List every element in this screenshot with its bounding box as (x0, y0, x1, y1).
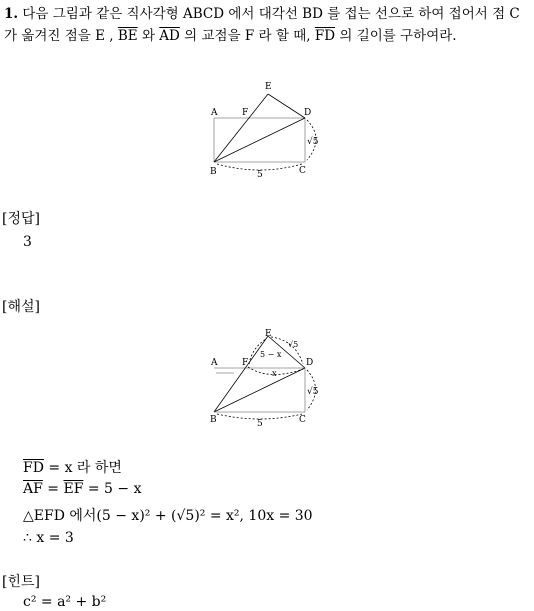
fig2-label-d: D (306, 358, 314, 368)
solution-line-1 (23, 457, 122, 477)
figure-solution-diagram (200, 326, 340, 430)
segment-be: $\overline{BE}$ (117, 28, 138, 44)
solution-line-1-rest: = x 라 하면 (48, 460, 122, 476)
fig1-label-d: D (304, 108, 312, 118)
problem-number: 1. (4, 6, 19, 22)
solution-line-2 (23, 481, 141, 497)
fig2-side-cd: √5 (307, 387, 319, 397)
solution-line-2-segment-ef: $\overline{EF}$ (63, 481, 84, 497)
problem-statement (4, 3, 532, 47)
fig1-label-f: F (242, 108, 249, 118)
segment-fd: $\overline{FD}$ (314, 28, 336, 44)
fig1-label-c: C (299, 166, 306, 176)
fig2-label-a: A (211, 358, 218, 368)
fig2-label-e: E (265, 329, 272, 339)
solution-label: [해설] (2, 299, 40, 315)
hint-label: [힌트] (2, 574, 40, 590)
problem-text-1: 다음 그림과 같은 직사각형 ABCD 에서 대각선 BD 를 접는 선으로 하여 접어서 점 C 가 옮겨진 점을 E , (4, 6, 520, 44)
solution-line-2-segment-af: $\overline{AF}$ (23, 481, 43, 497)
solution-line-2-rest: = 5 − x (87, 481, 142, 497)
fig2-ed-length: √5 (288, 340, 299, 349)
figure-fold-diagram (200, 76, 340, 182)
fig2-label-b: B (210, 415, 217, 425)
problem-text-3: 의 교점을 F 라 할 때, (184, 28, 311, 44)
fig1-side-cd: √5 (307, 137, 319, 147)
fig2-label-f: F (242, 358, 249, 368)
problem-text-2: 와 (141, 28, 155, 44)
fig2-label-c: C (299, 415, 306, 425)
fig1-side-bc: 5 (257, 170, 263, 180)
fig2-side-bc: 5 (257, 419, 263, 429)
fig2-ef-length: 5 − x (260, 350, 282, 359)
answer-label: [정답] (2, 211, 40, 227)
solution-line-4: ∴ x = 3 (23, 530, 74, 546)
answer-value: 3 (23, 234, 32, 250)
problem-text-4: 의 길이를 구하여라. (339, 28, 457, 44)
segment-ad: $\overline{AD}$ (159, 28, 180, 44)
fig1-label-e: E (265, 82, 272, 92)
fig1-label-b: B (210, 167, 217, 177)
solution-line-2-equals: = (47, 481, 60, 497)
solution-line-3: △EFD 에서(5 − x)² + (√5)² = x², 10x = 30 (23, 508, 313, 524)
fig1-label-a: A (211, 108, 218, 118)
solution-line-1-segment: $\overline{FD}$ (23, 460, 44, 476)
fig2-fd-length: x (272, 369, 277, 378)
hint-formula: c² = a² + b² (23, 594, 107, 610)
